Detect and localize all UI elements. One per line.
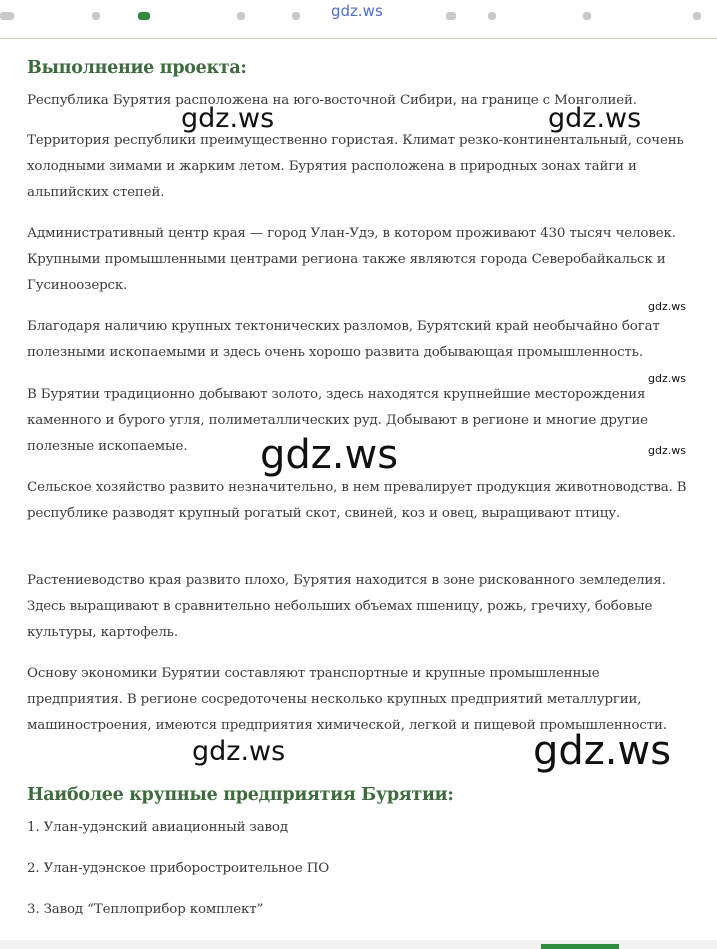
paragraph: Территория республики преимущественно гористая. Климат резко-континентальный, сочень холодными зимами и жарким летом. Бурятия расположена в природных зонах тайги и альпийских степей. — [27, 133, 684, 200]
watermark: gdz.ws — [260, 432, 399, 478]
bottom-accent — [541, 944, 619, 949]
bottom-bar — [0, 940, 717, 949]
paragraph: Республика Бурятия расположена на юго-восточной Сибири, на границе с Монголией. — [27, 93, 637, 108]
watermark-top: gdz.ws — [331, 2, 383, 20]
toolbar-item[interactable] — [0, 12, 14, 20]
list-item: 3. Завод “Теплоприбор комплект” — [27, 902, 264, 917]
watermark: gdz.ws — [648, 372, 686, 385]
list-item: 2. Улан-удэнское приборостроительное ПО — [27, 861, 330, 876]
watermark: gdz.ws — [181, 103, 275, 134]
toolbar-item[interactable] — [488, 12, 496, 20]
paragraph: Сельское хозяйство развито незначительно, в нем превалирует продукция животноводства. В республике разводят крупный рогатый скот, свиней, коз и овец, выращивают птицу. — [27, 480, 687, 521]
toolbar-item[interactable] — [693, 12, 701, 20]
paragraph: Растениеводство края развито плохо, Бурятия находится в зоне рискованного земледелия. Здесь выращивают в сравнительно небольших объемах пшеницу, рожь, гречиху, бобовые культуры, картофель. — [27, 573, 666, 640]
paragraph: Основу экономики Бурятии составляют транспортные и крупные промышленные предприятия. В регионе сосредоточены несколько крупных предприятий металлургии, машиностроения, имеются предприятия химической, легкой и пищевой промышленности. — [27, 666, 667, 733]
watermark: gdz.ws — [648, 444, 686, 457]
toolbar-item[interactable] — [446, 12, 456, 20]
paragraph: В Бурятии традиционно добывают золото, здесь находятся крупнейшие месторождения каменного и бурого угля, полиметаллических руд. Добывают в регионе и многие другие полезные ископаемые. — [27, 387, 648, 454]
toolbar-item[interactable] — [292, 12, 300, 20]
toolbar-item[interactable] — [583, 12, 591, 20]
watermark: gdz.ws — [648, 300, 686, 313]
toolbar-item[interactable] — [237, 12, 245, 20]
toolbar-item[interactable] — [92, 12, 100, 20]
section-heading-execution: Выполнение проекта: — [27, 58, 247, 78]
watermark: gdz.ws — [548, 103, 642, 134]
watermark: gdz.ws — [192, 736, 286, 767]
section-heading-enterprises: Наиболее крупные предприятия Бурятии: — [27, 785, 454, 805]
top-toolbar — [0, 0, 717, 39]
paragraph: Административный центр края — город Улан-Удэ, в котором проживают 430 тысяч человек. Крупными промышленными центрами региона также являются города Северобайкальск и Гусиноозерск. — [27, 226, 676, 293]
list-item: 1. Улан-удэнский авиационный завод — [27, 820, 288, 835]
toolbar-item-active[interactable] — [138, 12, 150, 20]
watermark: gdz.ws — [533, 728, 672, 774]
paragraph: Благодаря наличию крупных тектонических разломов, Бурятский край необычайно богат полезными ископаемыми и здесь очень хорошо развита добывающая промышленность. — [27, 319, 660, 360]
